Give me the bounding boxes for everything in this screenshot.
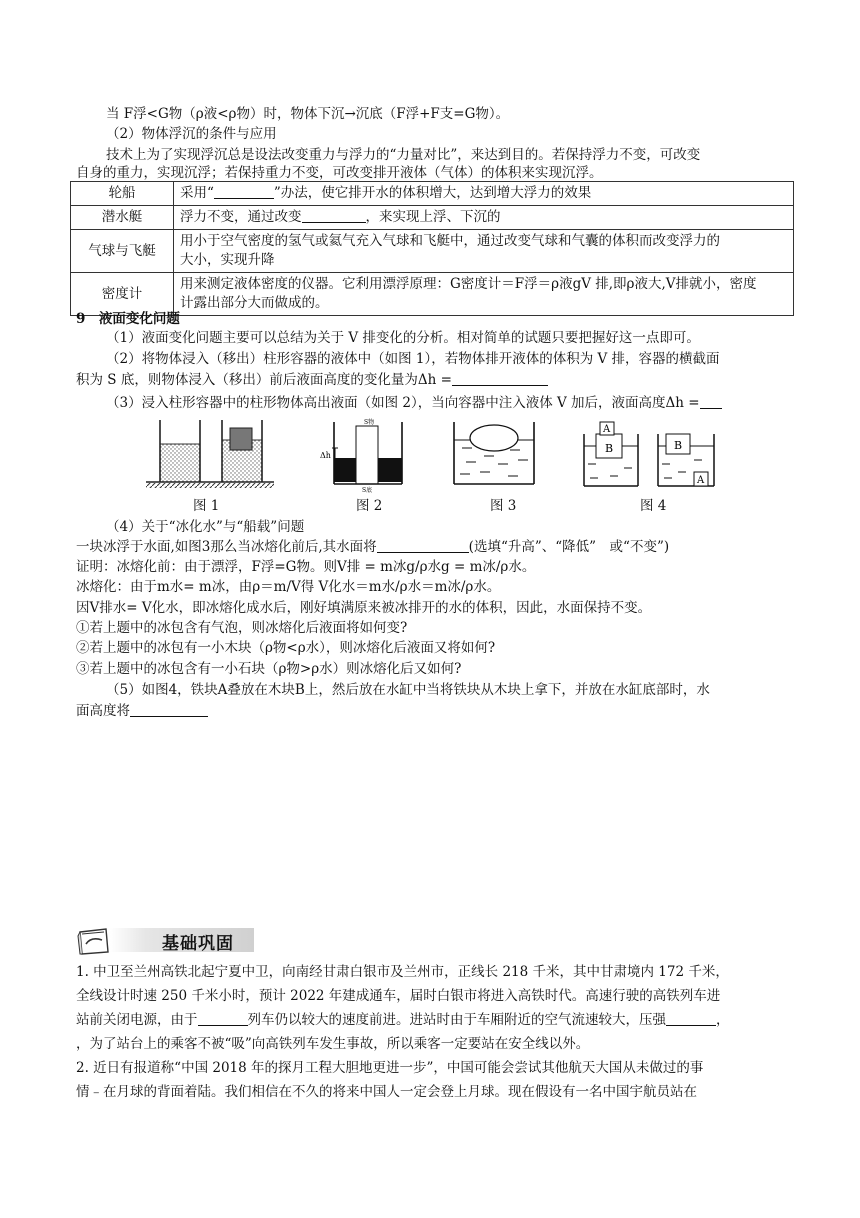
question-1-line-4: ，为了站台上的乘客不被“吸”向高铁列车发生事故，所以乘客一定要站在安全线以外。 — [76, 1036, 590, 1052]
section-banner — [76, 924, 256, 954]
banner-title: 基础巩固 — [162, 934, 234, 954]
subsection-title: （2）物体浮沉的条件与应用 — [106, 126, 277, 142]
fill-blank[interactable] — [377, 538, 469, 553]
question-2-line-1: 2. 近日有报道称“中国 2018 年的探月工程大胆地更进一步”，中国可能会尝试其他航天大国从未做过的事 — [76, 1060, 704, 1076]
row-value: 浮力不变，通过改变 ，来实现上浮、下沉的 — [174, 206, 794, 230]
question-1-line-3: 站前关闭电源，由于 列车仍以较大的速度前进。进站时由于车厢附近的空气流速较大，压强 ， — [76, 1012, 730, 1028]
table-row — [71, 230, 794, 273]
paragraph-5b: 面高度将 — [76, 701, 796, 721]
row-key: 潜水艇 — [71, 206, 174, 230]
proof-line-1: 证明：冰熔化前：由于漂浮，F浮=G物。则V排 = m冰g/ρ水g = m冰/ρ水。 — [76, 559, 536, 575]
variant-question-2: ②若上题中的冰包有一小木块（ρ物<ρ水），则冰熔化后液面又将如何? — [76, 640, 496, 656]
fill-blank[interactable] — [666, 1011, 716, 1026]
proof-line-3: 因V排水= V化水，即冰熔化成水后，刚好填满原来被冰排开的水的体积，因此，水面保持不变。 — [76, 600, 652, 616]
row-value: 采用“ ”办法，使它排开水的体积增大，达到增大浮力的效果 — [174, 182, 794, 206]
paragraph-5a: （5）如图4，铁块A叠放在木块B上，然后放在水缸中当将铁块从木块上拿下，并放在水缸底部时，水 — [106, 682, 710, 698]
question-2-line-2: 情﹣在月球的背面着陆。我们相信在不久的将来中国人一定会登上月球。现在假设有一名中国宇航员站在 — [76, 1084, 697, 1100]
figure-1-diagram — [142, 416, 278, 496]
fill-blank[interactable] — [130, 702, 208, 717]
table-row — [71, 182, 794, 206]
table-row — [71, 206, 794, 230]
paragraph-2b: 积为 S 底，则物体浸入（移出）前后液面高度的变化量为Δh = — [76, 370, 796, 390]
ice-question: 一块冰浮于水面,如图3那么当冰熔化前后,其水面将 (选填“升高”、“降低” 或“不变”) — [76, 539, 670, 555]
fill-blank[interactable] — [198, 1011, 248, 1026]
row-key: 轮船 — [71, 182, 174, 206]
figure-4-diagram — [580, 420, 720, 492]
paragraph-2a: （2）将物体浸入（移出）柱形容器的液体中（如图 1），若物体排开液体的体积为 V 排，容器的横截面 — [106, 351, 720, 367]
section-title: 9 液面变化问题 — [76, 311, 180, 327]
figure-3-caption: 图 3 — [490, 498, 517, 514]
fill-blank[interactable] — [700, 394, 722, 409]
variant-question-1: ①若上题中的冰包含有气泡，则冰熔化后液面将如何变? — [76, 620, 408, 636]
applications-table — [70, 181, 794, 316]
paragraph-3: （3）浸入柱形容器中的柱形物体高出液面（如图 2），当向容器中注入液体 V 加后，液面高度Δh = — [106, 393, 826, 413]
fill-blank[interactable] — [214, 184, 274, 199]
figure-2-caption: 图 2 — [356, 498, 383, 514]
fig4-block-a-2: A — [697, 475, 705, 486]
fig2-top-label: S物 — [364, 419, 375, 426]
fill-blank[interactable] — [302, 208, 366, 223]
figure-1-caption: 图 1 — [193, 498, 220, 514]
row-key: 密度计 — [71, 273, 174, 316]
variant-question-3: ③若上题中的冰包含有一小石块（ρ物>ρ水）则冰熔化后又如何? — [76, 661, 462, 677]
intro-line-1: 技术上为了实现浮沉总是设法改变重力与浮力的“力量对比”，来达到目的。若保持浮力不变，可改变 — [106, 147, 701, 163]
figure-2-diagram — [318, 414, 408, 494]
question-1-line-2: 全线设计时速 250 千米小时，预计 2022 年建成通车，届时白银市将进入高铁时代。高速行驶的高铁列车进 — [76, 988, 721, 1004]
fig4-block-b-2: B — [674, 439, 683, 452]
fill-blank[interactable] — [452, 371, 548, 386]
fig4-block-b: B — [605, 442, 614, 455]
fig4-block-a: A — [603, 424, 611, 435]
figure-4-caption: 图 4 — [640, 498, 667, 514]
proof-line-2: 冰熔化：由于m水= m冰，由ρ＝m/V得 V化水＝m水/ρ水＝m冰/ρ水。 — [76, 579, 501, 595]
paragraph-4: （4）关于“冰化水”与“船载”问题 — [106, 519, 305, 535]
row-value: 用小于空气密度的氢气或氦气充入气球和飞艇中，通过改变气球和气囊的体积而改变浮力的 大小，实现升降 — [174, 230, 794, 273]
fig2-side-label: Δh — [320, 451, 331, 460]
notebook-icon — [76, 926, 112, 956]
paragraph-1: （1）液面变化问题主要可以总结为关于 V 排变化的分析。相对简单的试题只要把握好这一点即可。 — [106, 330, 700, 346]
fig2-bottom-label: S底 — [362, 487, 373, 494]
question-1-line-1: 1. 中卫至兰州高铁北起宁夏中卫，向南经甘肃白银市及兰州市，正线长 218 千米，其中甘肃境内 172 千米， — [76, 964, 729, 980]
sink-condition-line: 当 F浮<G物（ρ液<ρ物）时，物体下沉→沉底（F浮+F支=G物）。 — [106, 106, 510, 122]
figure-3-diagram — [448, 418, 540, 492]
row-key: 气球与飞艇 — [71, 230, 174, 273]
row-value: 用来测定液体密度的仪器。它利用漂浮原理：G密度计＝F浮＝ρ液gV 排,即ρ液大,V排就小，密度 计露出部分大而做成的。 — [174, 273, 794, 316]
intro-line-2: 自身的重力，实现沉浮；若保持重力不变，可改变排开液体（气体）的体积来实现沉浮。 — [76, 165, 603, 181]
